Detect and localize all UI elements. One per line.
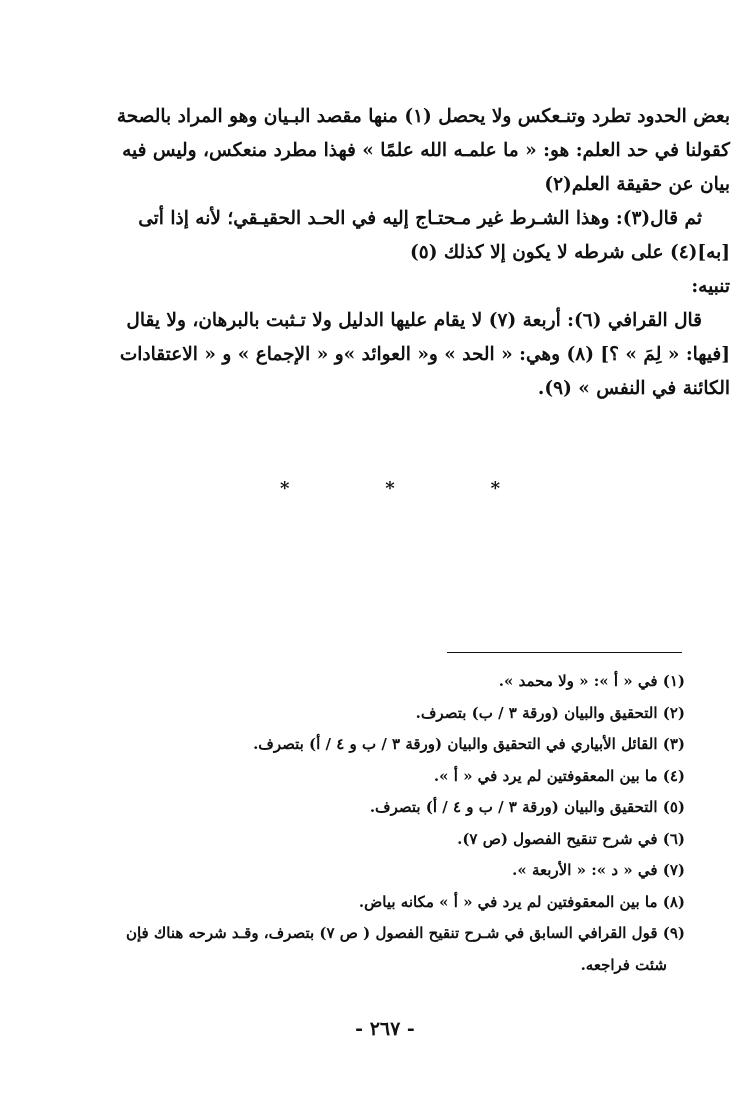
footnote: (٦) في شرح تنقيح الفصول (ص ٧). — [457, 829, 685, 848]
footnote: (١) في « أ »: « ولا محمد ». — [498, 672, 685, 690]
section-separator — [280, 478, 500, 499]
separator-star: * — [490, 478, 500, 499]
footnote: (٩) قول القرافي السابق في شـرح تنقيح الفصول ( ص ٧) بتصرف، وقـد شرحه هناك فإن — [125, 924, 685, 942]
text-line: ثم قال(٣): وهذا الشـرط غير مـحتـاج إليه في الحـد الحقيـقي؛ لأنه إذا أتى — [138, 208, 702, 229]
text-line: بعض الحدود تطرد وتنـعكس ولا يحصل (١) منها مقصد البـيان وهو المراد بالصحة — [116, 106, 730, 127]
footnote: (٥) التحقيق والبيان (ورقة ٣ / ب و ٤ / أ) بتصرف. — [369, 798, 685, 816]
page-number: - ٢٦٧ - — [355, 1018, 415, 1040]
main-text — [95, 100, 730, 406]
footnote: (٢) التحقيق والبيان (ورقة ٣ / ب) بتصرف. — [415, 703, 685, 722]
footnote: (٤) ما بين المعقوفتين لم يرد في « أ ». — [433, 766, 685, 785]
footnote: (٧) في « د »: « الأربعة ». — [512, 861, 685, 879]
text-line: بيان عن حقيقة العلم(٢) — [544, 174, 730, 195]
text-line: كقولنا في حد العلم: هو: « ما علمـه الله علمًا » فهذا مطرد منعكس، وليس فيه — [122, 140, 730, 161]
separator-star: * — [385, 478, 395, 499]
separator-star: * — [280, 478, 290, 499]
footnote-continuation: شئت فراجعه. — [580, 955, 667, 974]
text-line: [فيها: « لِمَ » ؟] (٨) وهي: « الحد » و« العوائد »و « الإجماع » و « الاعتقادات — [119, 344, 730, 365]
text-line: الكائنة في النفس » (٩). — [537, 378, 730, 399]
text-line: [به](٤) على شرطه لا يكون إلا كذلك (٥) — [410, 242, 730, 263]
text-line: قال القرافي (٦): أربعة (٧) لا يقام عليها الدليل ولا تـثبت بالبرهان، ولا يقال — [126, 310, 702, 331]
footnote: (٨) ما بين المعقوفتين لم يرد في « أ » مكانه بياض. — [358, 892, 685, 911]
footnotes — [70, 666, 685, 981]
footnote-divider — [447, 652, 682, 653]
section-heading: تنبيه: — [691, 276, 730, 297]
footnote: (٣) القائل الأبياري في التحقيق والبيان (ورقة ٣ / ب و ٤ / أ) بتصرف. — [253, 735, 685, 753]
